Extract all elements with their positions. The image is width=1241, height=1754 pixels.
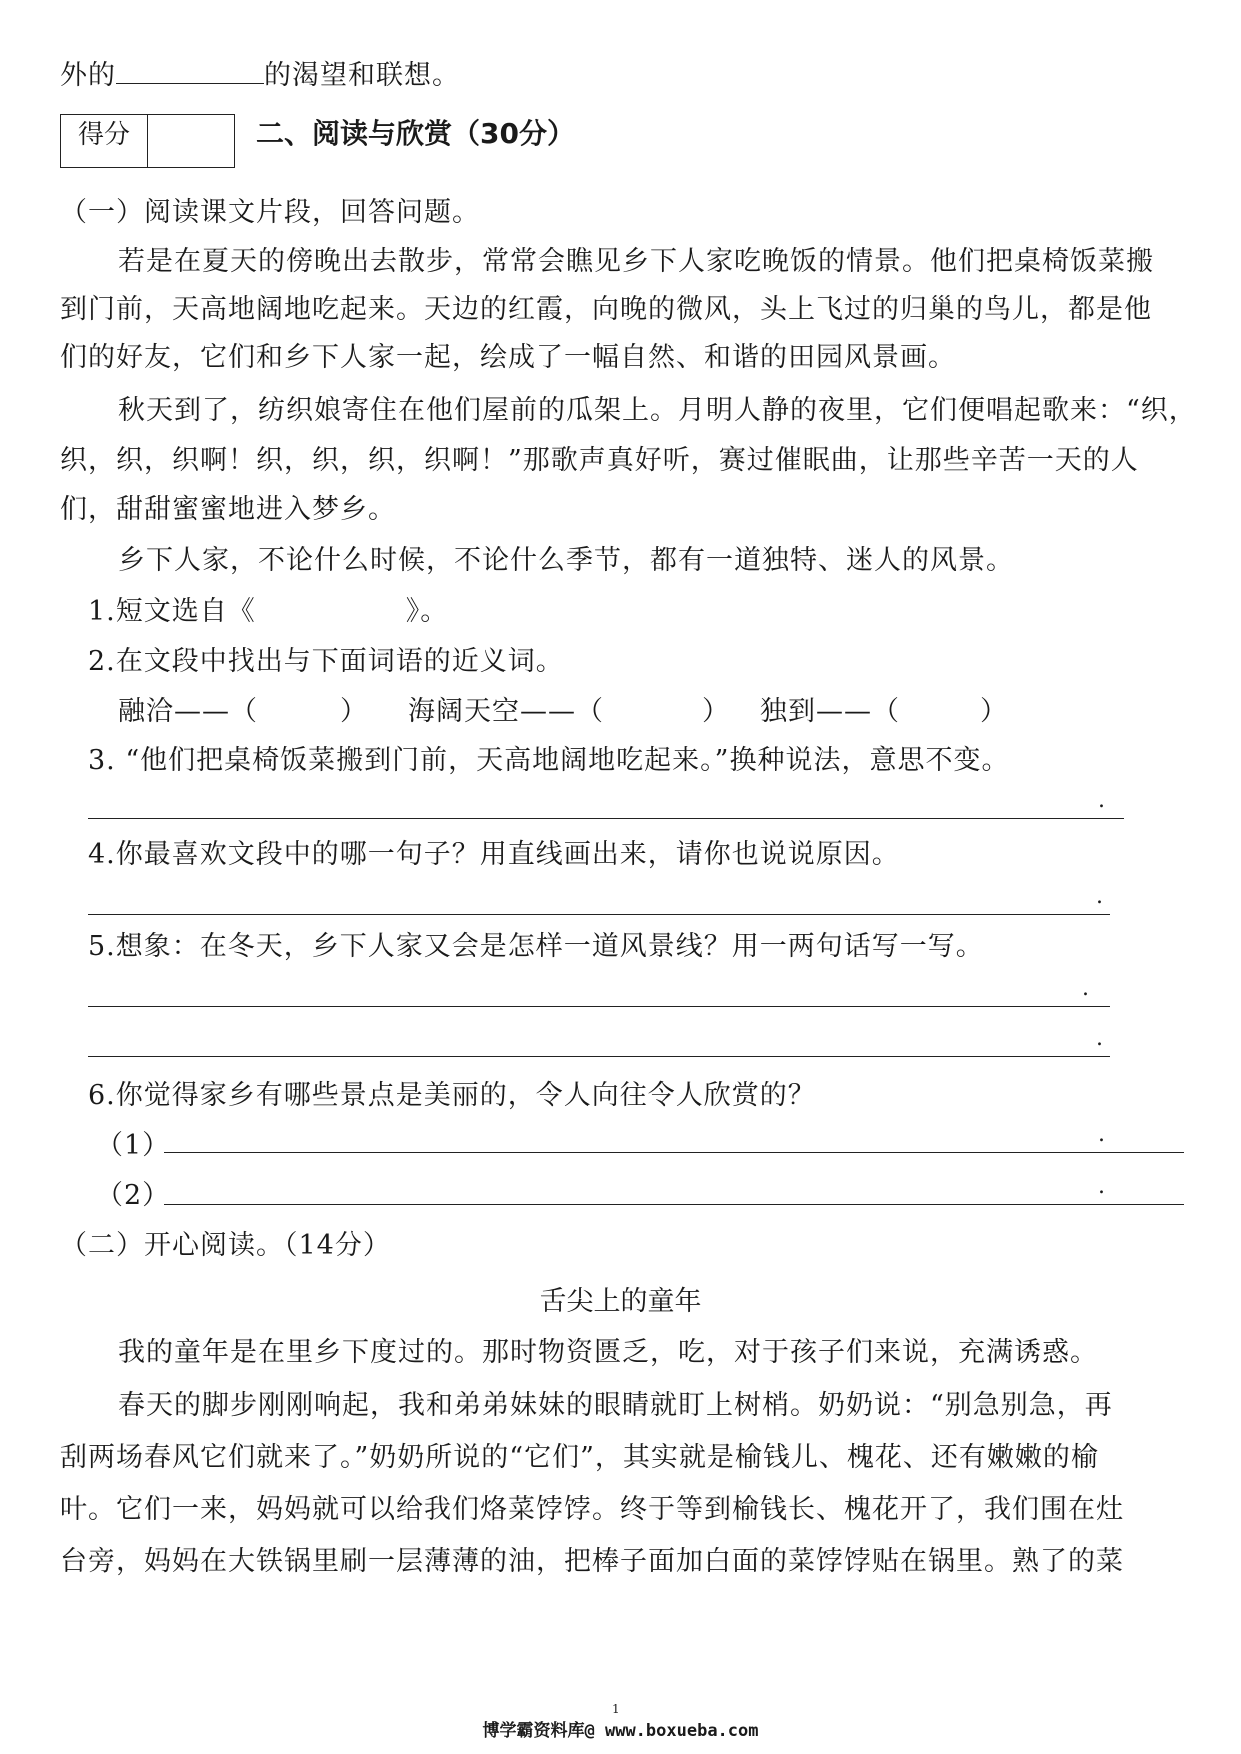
- top-prefix: 外的: [60, 60, 116, 91]
- passage-title: 舌尖上的童年: [539, 1286, 702, 1317]
- period-mark: .: [1096, 884, 1103, 909]
- answer-line[interactable]: [88, 1006, 1110, 1007]
- question-3: 3. “他们把桌椅饭菜搬到门前，天高地阔地吃起来。”换种说法，意思不变。: [88, 745, 1010, 776]
- q2-close-2: ）: [702, 696, 730, 727]
- passage-line: 叶。它们一来，妈妈就可以给我们烙菜饽饽。终于等到榆钱长、槐花开了，我们围在灶: [60, 1494, 1124, 1525]
- passage-line: 到门前，天高地阔地吃起来。天边的红霞，向晚的微风，头上飞过的归巢的鸟儿，都是他: [60, 294, 1152, 325]
- page-number: 1: [612, 1702, 620, 1716]
- score-input-cell[interactable]: [149, 115, 234, 167]
- top-line: [60, 56, 460, 96]
- part1-heading: （一）阅读课文片段，回答问题。: [60, 197, 480, 228]
- watermark: 博学霸资料库@ www.boxueba.com: [482, 1721, 759, 1741]
- part2-heading: （二）开心阅读。（14分）: [60, 1230, 391, 1261]
- answer-line[interactable]: [88, 914, 1110, 915]
- period-mark: .: [1098, 788, 1105, 813]
- q2-word-3: 独到——（: [760, 696, 900, 727]
- question-2: 2.在文段中找出与下面词语的近义词。: [88, 646, 564, 677]
- question-5: 5.想象：在冬天，乡下人家又会是怎样一道风景线？用一两句话写一写。: [88, 931, 984, 962]
- passage-line: 们，甜甜蜜蜜地进入梦乡。: [60, 494, 396, 525]
- q1-end: 》。: [405, 596, 449, 627]
- question-4: 4.你最喜欢文段中的哪一句子？用直线画出来，请你也说说原因。: [88, 839, 900, 870]
- q2-word-2: 海阔天空——（: [408, 696, 604, 727]
- passage-line: 春天的脚步刚刚响起，我和弟弟妹妹的眼睛就盯上树梢。奶奶说：“别急别急，再: [118, 1390, 1113, 1421]
- passage-line: 秋天到了，纺织娘寄住在他们屋前的瓜架上。月明人静的夜里，它们便唱起歌来：“织，: [118, 395, 1197, 426]
- answer-line[interactable]: [88, 1056, 1110, 1057]
- answer-line[interactable]: [164, 1152, 1184, 1153]
- passage-line: 织，织，织啊！织，织，织，织啊！”那歌声真好听，赛过催眠曲，让那些辛苦一天的人: [60, 445, 1139, 476]
- period-mark: .: [1096, 1026, 1103, 1051]
- top-suffix: 的渴望和联想。: [264, 60, 460, 91]
- passage-line: 们的好友，它们和乡下人家一起，绘成了一幅自然、和谐的田园风景画。: [60, 342, 956, 373]
- passage-line: 我的童年是在里乡下度过的。那时物资匮乏，吃，对于孩子们来说，充满诱惑。: [118, 1337, 1098, 1368]
- q6-item-label: （1）: [96, 1130, 171, 1161]
- q2-close-1: ）: [340, 696, 368, 727]
- score-label: 得分: [61, 115, 148, 167]
- passage-line: 乡下人家，不论什么时候，不论什么季节，都有一道独特、迷人的风景。: [118, 545, 1014, 576]
- answer-line[interactable]: [164, 1204, 1184, 1205]
- passage-line: 若是在夏天的傍晚出去散步，常常会瞧见乡下人家吃晚饭的情景。他们把桌椅饭菜搬: [118, 246, 1154, 277]
- period-mark: .: [1098, 1174, 1105, 1199]
- section-title: 二、阅读与欣赏（30分）: [256, 117, 575, 150]
- period-mark: .: [1098, 1122, 1105, 1147]
- q6-item-label: （2）: [96, 1180, 171, 1211]
- question-1: [88, 592, 448, 632]
- q2-close-3: ）: [980, 696, 1008, 727]
- fill-blank[interactable]: [116, 57, 264, 84]
- score-box: [60, 114, 235, 168]
- answer-line[interactable]: [88, 818, 1124, 819]
- passage-line: 刮两场春风它们就来了。”奶奶所说的“它们”，其实就是榆钱儿、槐花、还有嫩嫩的榆: [60, 1442, 1099, 1473]
- q2-word-1: 融洽——（: [118, 696, 258, 727]
- passage-line: 台旁，妈妈在大铁锅里刷一层薄薄的油，把棒子面加白面的菜饽饽贴在锅里。熟了的菜: [60, 1546, 1124, 1577]
- question-6: 6.你觉得家乡有哪些景点是美丽的，令人向往令人欣赏的？: [88, 1080, 816, 1111]
- q1-start: 1.短文选自《: [88, 596, 256, 627]
- q2-words: [118, 692, 1008, 732]
- period-mark: .: [1082, 976, 1089, 1001]
